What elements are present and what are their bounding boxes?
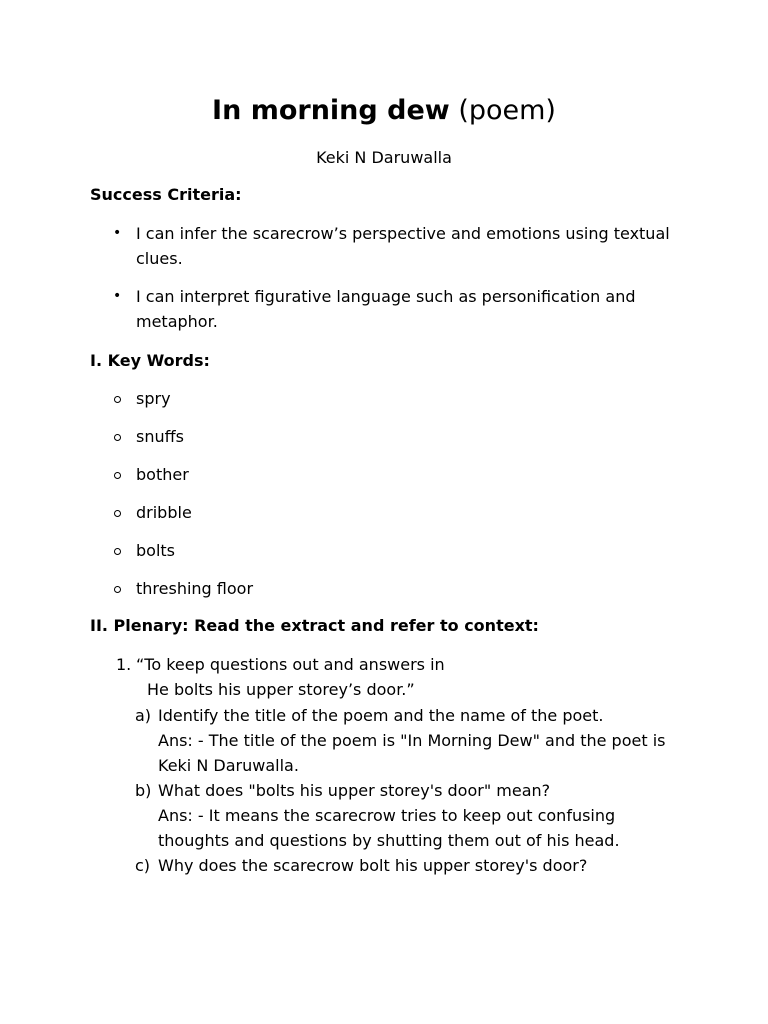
circle-bullet-icon xyxy=(114,586,121,593)
criteria-item-1-line1: I can infer the scarecrow’s perspective and emotions using textual xyxy=(136,224,670,243)
answer-b-line1: Ans: - It means the scarecrow tries to keep out confusing xyxy=(158,806,616,825)
key-word-item: spry xyxy=(136,389,171,408)
sub-question-a: Identify the title of the poem and the name of the poet. xyxy=(158,706,604,725)
key-words-heading: I. Key Words: xyxy=(90,351,210,370)
circle-bullet-icon xyxy=(114,396,121,403)
key-word-item: snuffs xyxy=(136,427,184,446)
key-word-item: threshing floor xyxy=(136,579,254,598)
sub-question-marker: b) xyxy=(135,781,152,800)
success-criteria-heading: Success Criteria: xyxy=(90,185,242,204)
bullet-icon: • xyxy=(113,225,122,241)
circle-bullet-icon xyxy=(114,510,121,517)
criteria-item-1-line2: clues. xyxy=(136,249,183,268)
circle-bullet-icon xyxy=(114,472,121,479)
plenary-heading: II. Plenary: Read the extract and refer to context: xyxy=(90,616,539,635)
title-main: In morning dew xyxy=(212,95,450,126)
sub-question-b: What does "bolts his upper storey's door" mean? xyxy=(158,781,551,800)
extract-line-2: He bolts his upper storey’s door.” xyxy=(147,680,415,699)
criteria-item-2-line2: metaphor. xyxy=(136,312,218,331)
sub-question-marker: c) xyxy=(135,856,151,875)
author-name: Keki N Daruwalla xyxy=(316,148,452,167)
answer-a-line1: Ans: - The title of the poem is "In Morning Dew" and the poet is xyxy=(158,731,666,750)
key-word-item: dribble xyxy=(136,503,192,522)
question-number: 1. xyxy=(116,655,132,674)
key-word-item: bolts xyxy=(136,541,175,560)
extract-line-1: “To keep questions out and answers in xyxy=(136,655,445,674)
criteria-item-2-line1: I can interpret figurative language such as personification and xyxy=(136,287,636,306)
answer-a-line2: Keki N Daruwalla. xyxy=(158,756,299,775)
page-title xyxy=(0,92,768,130)
answer-b-line2: thoughts and questions by shutting them out of his head. xyxy=(158,831,620,850)
sub-question-c: Why does the scarecrow bolt his upper storey's door? xyxy=(158,856,588,875)
circle-bullet-icon xyxy=(114,434,121,441)
circle-bullet-icon xyxy=(114,548,121,555)
key-word-item: bother xyxy=(136,465,189,484)
sub-question-marker: a) xyxy=(135,706,152,725)
title-suffix: (poem) xyxy=(458,95,556,126)
bullet-icon: • xyxy=(113,288,122,304)
